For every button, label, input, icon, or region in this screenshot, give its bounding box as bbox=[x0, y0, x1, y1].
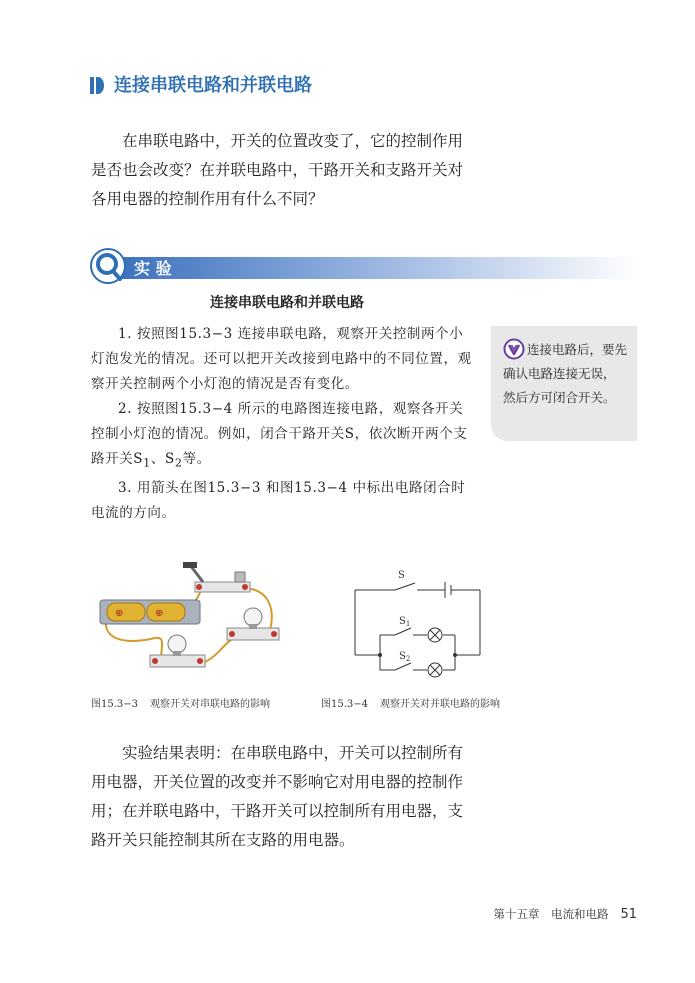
sidenote-text: 连接电路后，要先确认电路连接无误，然后方可闭合开关。 bbox=[503, 342, 628, 405]
step-1: 1. 按照图15.3−3 连接串联电路，观察开关控制两个小灯泡发光的情况。还可以把开关改接到电路中的不同位置，观察开关控制两个小灯泡的情况是否有变化。 bbox=[91, 326, 472, 392]
page-footer bbox=[493, 905, 637, 924]
svg-text:S2: $S_2$ bbox=[399, 651, 411, 663]
sidenote-box bbox=[491, 326, 637, 441]
figure-caption-1: 图15.3−3 观察开关对串联电路的影响 bbox=[91, 699, 271, 710]
result-paragraph: 实验结果表明：在串联电路中，开关可以控制所有用电器，开关位置的改变并不影响它对用电器的控制作用；在并联电路中，干路开关可以控制所有用电器，支路开关只能控制其所在支路的用电器。 bbox=[91, 744, 464, 849]
experiment-steps bbox=[91, 322, 477, 526]
intro-paragraph: 在串联电路中，开关的位置改变了，它的控制作用是否也会改变？在并联电路中，干路开关和支路开关对各用电器的控制作用有什么不同？ bbox=[91, 132, 464, 208]
banner-label: 实 验 bbox=[134, 259, 172, 278]
label-s: S bbox=[398, 570, 405, 581]
svg-text:⊕: ⊕ bbox=[115, 608, 124, 619]
experiment-title: 连接串联电路和并联电路 bbox=[210, 295, 364, 311]
step-3: 3. 用箭头在图15.3−3 和图15.3−4 中标出电路闭合时电流的方向。 bbox=[91, 479, 466, 521]
figure-series-circuit bbox=[95, 560, 295, 690]
step-2: 2. 按照图15.3−4 所示的电路图连接电路，观察各开关控制小灯泡的情况。例如，闭合干路开关S，依次断开两个支路开关$S_1$、$S_2$等。 bbox=[91, 401, 468, 470]
section-title: 连接串联电路和并联电路 bbox=[114, 75, 312, 96]
page-number: 51 bbox=[620, 907, 637, 922]
section-marker-icon bbox=[90, 77, 104, 94]
label-s2: S bbox=[399, 651, 406, 662]
figure-parallel-circuit bbox=[345, 565, 485, 687]
figure-caption-2: 图15.3−4 观察开关对并联电路的影响 bbox=[321, 699, 501, 710]
svg-text:⊕: ⊕ bbox=[155, 608, 164, 619]
svg-text:S1: $S_1$ bbox=[399, 616, 411, 628]
chapter-title: 第十五章 电流和电路 bbox=[493, 907, 609, 921]
label-s1: S bbox=[399, 616, 406, 627]
check-circle-icon bbox=[503, 338, 525, 360]
experiment-banner bbox=[90, 248, 638, 284]
